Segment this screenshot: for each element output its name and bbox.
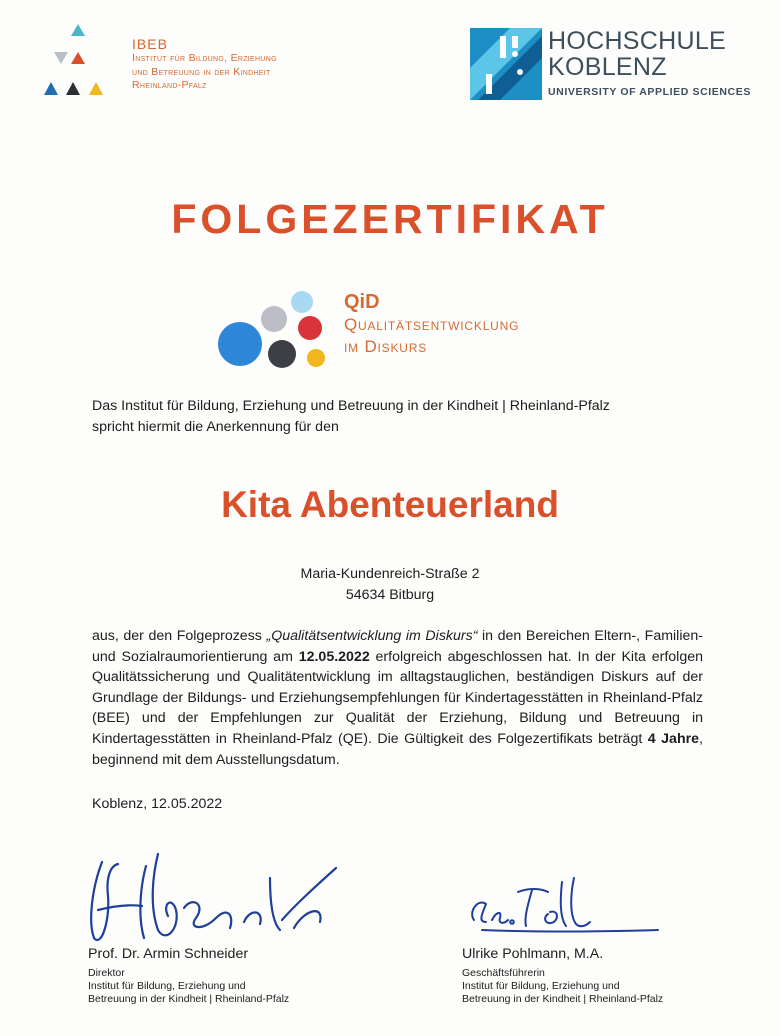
signatory-1-role: Direktor [88,967,125,979]
place-and-date: Koblenz, 12.05.2022 [92,796,223,812]
address-street: Maria-Kundenreich-Straße 2 [300,566,480,582]
body-part4: , beginnend mit dem Ausstellungsdatum. [92,730,703,768]
signatory-1 [88,946,289,1006]
qid-logo-icon [218,286,330,370]
certificate-title: FOLGEZERTIFIKAT [171,196,609,242]
intro-line1: Das Institut für Bildung, Erziehung und Betreuung in der Kindheit | Rheinland-Pfalz [92,398,610,414]
qid-line2: im Diskurs [344,337,428,356]
hk-line3: UNIVERSITY OF APPLIED SCIENCES [548,86,751,98]
hochschule-koblenz-logo-icon [470,28,542,100]
signature-1-icon [84,848,354,948]
hochschule-koblenz-name [548,28,751,98]
hk-line1: HOCHSCHULE [548,27,727,55]
signatory-1-org-line1: Institut für Bildung, Erziehung und [88,980,246,992]
ibeb-name [132,36,277,93]
validity-period: 4 Jahre [647,730,700,747]
signatory-2 [462,946,663,1006]
body-part2: in den Bereichen Eltern-, Familien- und Sozialraumorientierung am [92,628,703,665]
ibeb-line3: Rheinland-Pfalz [132,79,207,91]
qid-abbr: QiD [344,291,380,313]
ibeb-line2: und Betreuung in der Kindheit [132,65,271,78]
signatory-1-name: Prof. Dr. Armin Schneider [88,946,249,962]
ibeb-abbr: IBEB [132,36,168,52]
ibeb-line1: Institut für Bildung, Erziehung [132,52,277,64]
qid-name [344,290,519,358]
recipient-address [0,564,780,605]
signature-2-icon [462,874,662,938]
process-name: „Qualitätsentwicklung im Diskurs“ [266,628,478,644]
signatory-2-name: Ulrike Pohlmann, M.A. [462,946,604,962]
signatory-2-org-line1: Institut für Bildung, Erziehung und [462,980,620,992]
hk-line2: KOBLENZ [548,53,667,81]
signatory-2-org-line2: Betreuung in der Kindheit | Rheinland-Pfalz [462,993,664,1005]
completion-date: 12.05.2022 [298,648,370,665]
certificate-body [92,626,703,770]
body-part1: aus, der den Folgeprozess [92,628,267,644]
body-part3: erfolgreich abgeschlossen hat. In der Kita erfolgen Qualitätssicherung und Qualitätentwicklung im alltagstauglichen, beständigen Diskurs auf der Grundlage der Bildungs- und Erziehungsempfehlungen für Kindertagesstätten in Rheinland-Pfalz (BEE) und der Empfehlungen zur Qualität der Erziehung, Bildung und Betreuung in Kindertagesstätten in Rheinland-Pfalz (QE). Die Gültigkeit des Folgezertifikats beträgt [92,648,703,747]
intro-text [92,396,704,437]
recipient-name: Kita Abenteuerland [221,484,559,525]
address-city: 54634 Bitburg [345,586,435,603]
intro-line2: spricht hiermit die Anerkennung für den [92,418,339,435]
signatory-1-org-line2: Betreuung in der Kindheit | Rheinland-Pfalz [88,993,290,1005]
signatory-2-role: Geschäftsführerin [462,967,545,979]
qid-line1: Qualitätsentwicklung [344,315,520,334]
